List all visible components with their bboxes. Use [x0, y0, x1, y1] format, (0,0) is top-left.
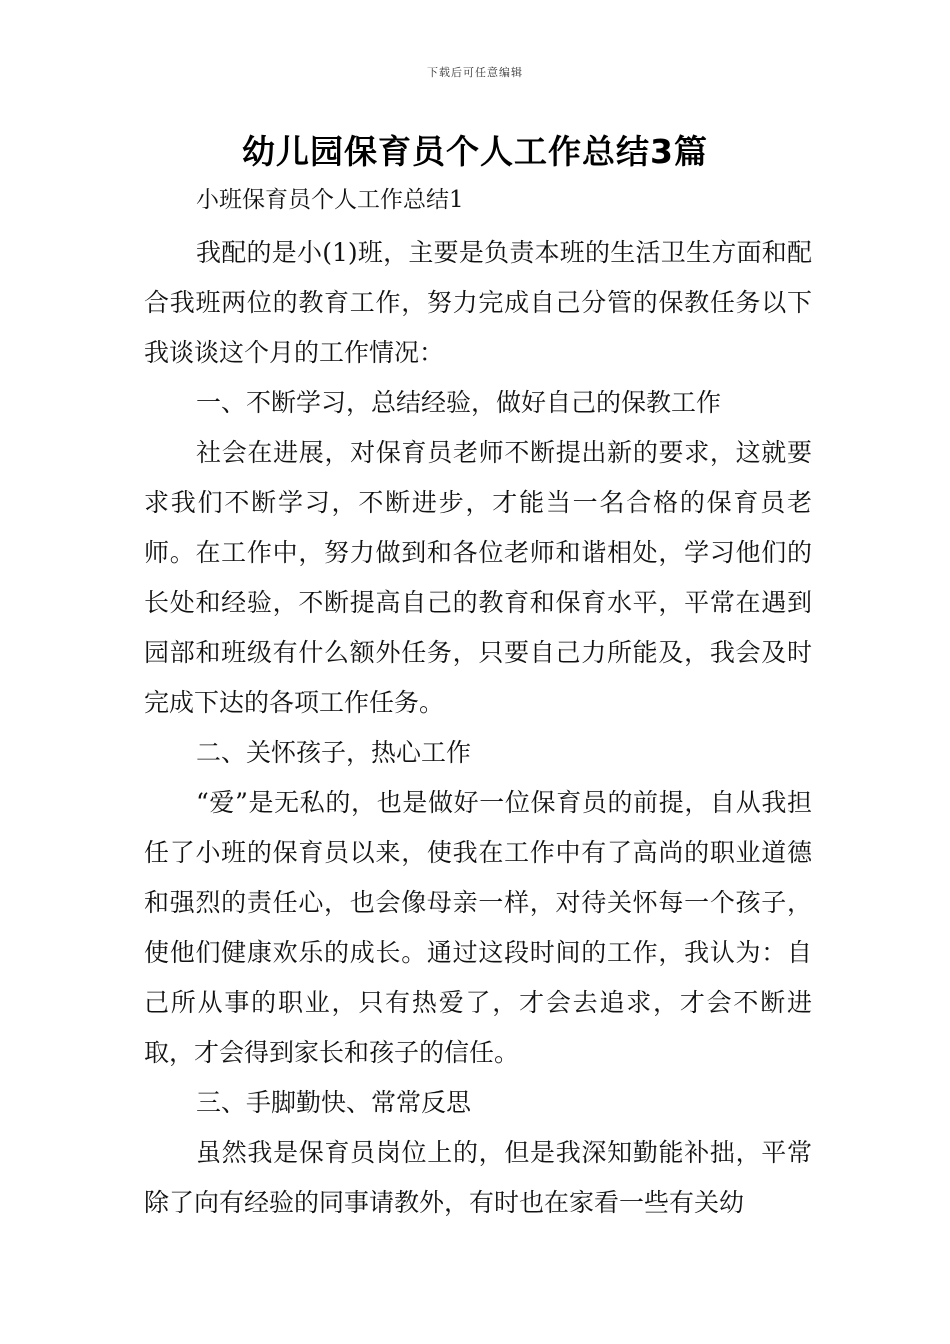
section-heading-3: 三、手脚勤快、常常反思 — [196, 1088, 472, 1117]
intro-paragraph: 我配的是小(1)班，主要是负责本班的生活卫生方面和配合我班两位的教育工作，努力完成自己分管的保教任务以下我谈谈这个月的工作情况： — [144, 238, 812, 367]
header-note: 下载后可任意编辑 — [427, 66, 523, 79]
paragraph-2: “爱”是无私的，也是做好一位保育员的前提，自从我担任了小班的保育员以来，使我在工作中有了高尚的职业道德和强烈的责任心，也会像母亲一样，对待关怀每一个孩子，使他们健康欢乐的成长。通过这段时间的工作，我认为：自己所从事的职业，只有热爱了，才会去追求，才会不断进取，才会得到家长和孩子的信任。 — [144, 788, 812, 1067]
document-body — [144, 180, 812, 1228]
document-title: 幼儿园保育员个人工作总结3篇 — [242, 132, 708, 171]
section-subtitle: 小班保育员个人工作总结1 — [196, 187, 464, 213]
paragraph-1: 社会在进展，对保育员老师不断提出新的要求，这就要求我们不断学习，不断进步，才能当一名合格的保育员老师。在工作中，努力做到和各位老师和谐相处，学习他们的长处和经验，不断提高自己的教育和保育水平，平常在遇到园部和班级有什么额外任务，只要自己力所能及，我会及时完成下达的各项工作任务。 — [144, 438, 812, 717]
section-heading-1: 一、不断学习，总结经验，做好自己的保教工作 — [196, 388, 722, 417]
paragraph-3: 虽然我是保育员岗位上的，但是我深知勤能补拙，平常除了向有经验的同事请教外，有时也在家看一些有关幼 — [144, 1138, 812, 1217]
section-heading-2: 二、关怀孩子，热心工作 — [196, 738, 472, 767]
